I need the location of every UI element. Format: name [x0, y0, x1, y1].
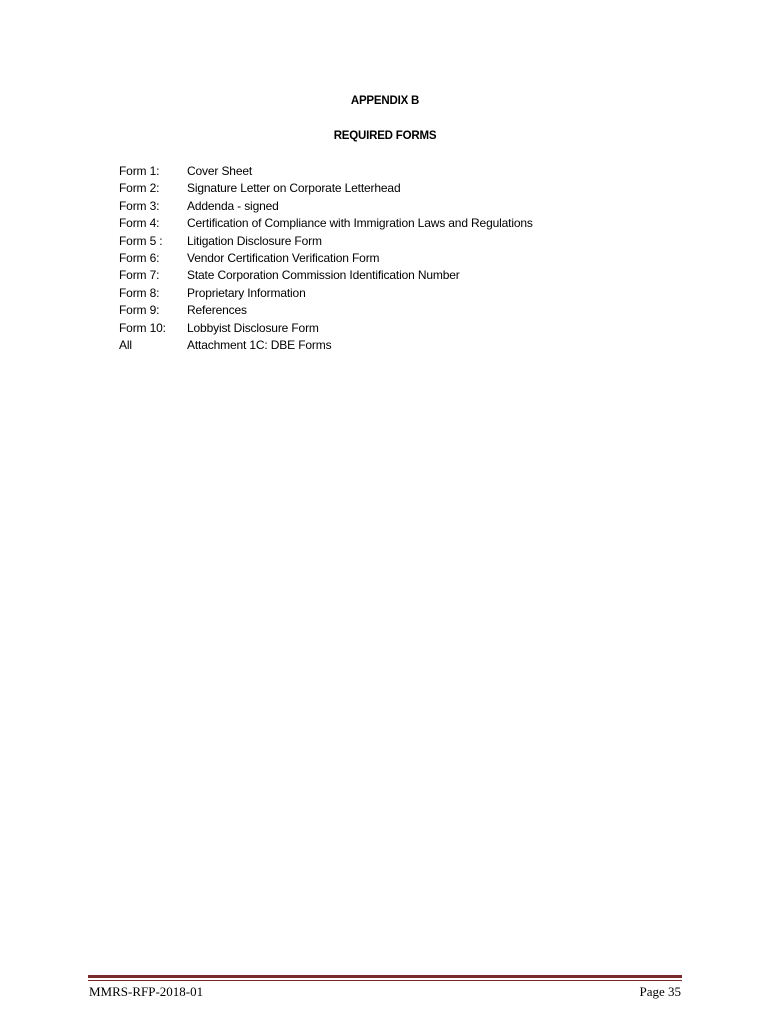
form-row-10: [119, 320, 679, 337]
form-label: Form 5 :: [119, 233, 163, 248]
form-description: Lobbyist Disclosure Form: [187, 320, 319, 335]
form-description: Certification of Compliance with Immigration Laws and Regulations: [187, 216, 533, 231]
form-label: Form 4:: [119, 216, 160, 231]
form-row-2: [119, 180, 679, 197]
form-description: Proprietary Information: [187, 285, 306, 300]
form-label: Form 9:: [119, 303, 160, 318]
appendix-heading: APPENDIX B: [350, 95, 420, 107]
form-label: Form 1:: [119, 164, 160, 178]
form-label: Form 8:: [119, 285, 160, 300]
form-description: Cover Sheet: [187, 164, 253, 178]
footer-rule: [88, 975, 682, 978]
form-description: Attachment 1C: DBE Forms: [187, 337, 332, 352]
form-row-3: [119, 198, 679, 215]
footer-rule-thin: [88, 980, 682, 981]
footer-page-number: Page 35: [639, 984, 681, 999]
required-forms-list: [119, 163, 679, 354]
form-row-1: [119, 163, 679, 180]
form-row-8: [119, 285, 679, 302]
form-label: Form 6:: [119, 250, 160, 265]
form-description: References: [187, 303, 247, 318]
form-row-4: [119, 215, 679, 232]
form-description: Litigation Disclosure Form: [187, 233, 322, 248]
form-description: Vendor Certification Verification Form: [187, 250, 380, 265]
form-description: State Corporation Commission Identification Number: [187, 268, 460, 283]
form-label: All: [119, 337, 132, 352]
form-description: Addenda - signed: [187, 198, 279, 213]
form-row-5: [119, 233, 679, 250]
form-label: Form 2:: [119, 181, 160, 196]
form-row-7: [119, 267, 679, 284]
form-label: Form 7:: [119, 268, 160, 283]
form-label: Form 10:: [119, 320, 166, 335]
form-label: Form 3:: [119, 198, 160, 213]
form-row-9: [119, 302, 679, 319]
form-row-all: [119, 337, 679, 354]
form-description: Signature Letter on Corporate Letterhead: [187, 181, 401, 196]
footer-document-id: MMRS-RFP-2018-01: [89, 984, 204, 999]
form-row-6: [119, 250, 679, 267]
section-title: REQUIRED FORMS: [333, 130, 437, 142]
